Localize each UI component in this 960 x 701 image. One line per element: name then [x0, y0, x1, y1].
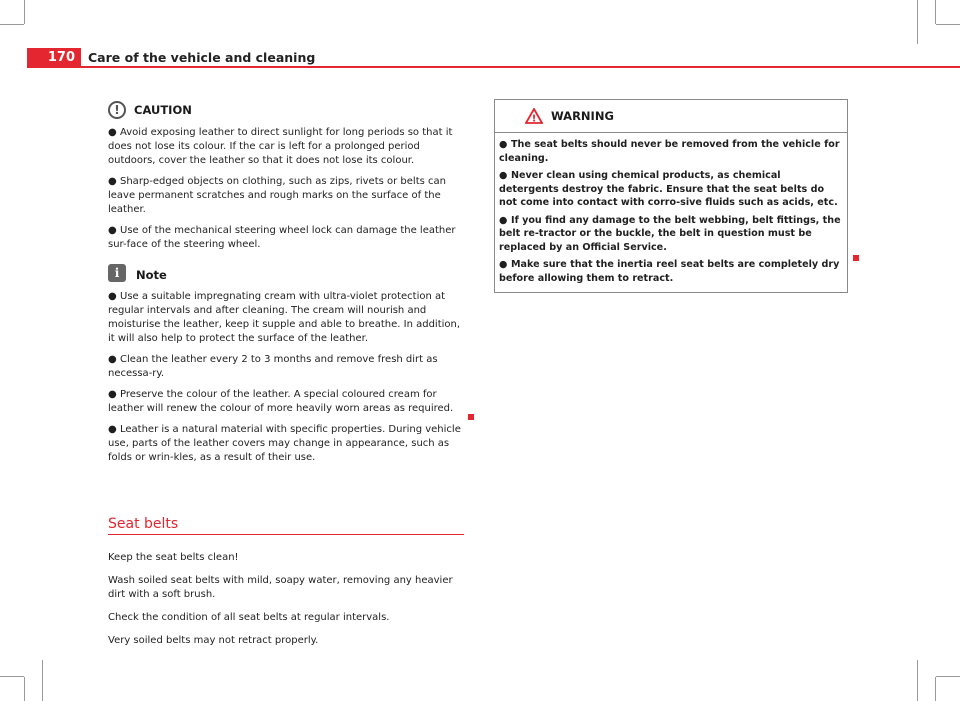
note-header [108, 266, 464, 284]
bullet-icon: ● [499, 170, 508, 181]
bullet-icon: ● [108, 424, 117, 435]
caution-header [108, 100, 464, 120]
crop-mark [936, 24, 960, 25]
crop-mark [0, 24, 24, 25]
warning-icon-glyph: ! [531, 113, 537, 124]
bullet-icon: ● [108, 291, 117, 302]
list-item: ● Avoid exposing leather to direct sunlight for long periods so that it does not lose its colour. If the car is left for a prolonged period outdoors, cover the leather so that it does not lose its colour. [108, 127, 453, 166]
bullet-icon: ● [108, 127, 117, 138]
list-item: ● The seat belts should never be removed from the vehicle for cleaning. [499, 139, 840, 164]
bullet-icon: ● [499, 139, 508, 150]
list-item: ● If you find any damage to the belt webbing, belt fittings, the belt re-tractor or the buckle, the belt in question must be replaced by an Official Service. [499, 214, 841, 253]
bullet-icon: ● [108, 389, 117, 400]
paragraph: Very soiled belts may not retract properly. [108, 635, 319, 646]
list-item: ● Never clean using chemical products, as chemical detergents destroy the fabric. Ensure that the seat belts do not come into contact with corro-sive fluids such as acids, etc. [499, 170, 838, 208]
info-icon: i [108, 264, 126, 282]
left-column [108, 100, 464, 655]
list-item: ● Clean the leather every 2 to 3 months and remove fresh dirt as necessa-ry. [108, 354, 438, 379]
warning-body [495, 133, 847, 292]
list-item: ● Sharp-edged objects on clothing, such as zips, rivets or belts can leave permanent scratches and rough marks on the surface of the leather. [108, 176, 446, 215]
page-number: 170 [27, 48, 81, 68]
list-item: ● Leather is a natural material with specific properties. During vehicle use, parts of the leather covers may change in appearance, such as folds or wrin-kles, as a result of their use. [108, 424, 461, 463]
header-rule [81, 66, 960, 68]
crop-mark [0, 676, 24, 677]
end-of-section-marker [853, 255, 859, 261]
warning-header [495, 100, 847, 133]
paragraph: Wash soiled seat belts with mild, soapy water, removing any heavier dirt with a soft brush. [108, 575, 453, 600]
bullet-icon: ● [108, 225, 117, 236]
warning-box [494, 99, 848, 293]
crop-mark [42, 660, 43, 701]
end-of-section-marker [468, 414, 474, 420]
bullet-icon: ● [108, 176, 117, 187]
list-item: ● Use a suitable impregnating cream with ultra-violet protection at regular intervals and after cleaning. The cream will nourish and moisturise the leather, keep it supple and able to breathe. In addition, it will also help to protect the surface of the leather. [108, 291, 461, 344]
crop-mark [936, 676, 960, 677]
warning-title: WARNING [551, 109, 614, 123]
crop-mark [24, 677, 25, 701]
list-item: ● Use of the mechanical steering wheel lock can damage the leather sur-face of the steering wheel. [108, 225, 456, 250]
crop-mark [917, 0, 918, 44]
bullet-icon: ● [499, 259, 508, 270]
warning-icon [525, 108, 543, 124]
list-item: ● Make sure that the inertia reel seat belts are completely dry before allowing them to retract. [499, 259, 840, 284]
bullet-icon: ● [108, 354, 117, 365]
caution-icon: ! [108, 101, 126, 119]
note-title: Note [136, 268, 167, 282]
right-column [494, 99, 848, 293]
section-title-seat-belts: Seat belts [108, 516, 464, 535]
header-title: Care of the vehicle and cleaning [88, 50, 316, 65]
crop-mark [917, 660, 918, 701]
bullet-icon: ● [499, 214, 508, 226]
crop-mark [935, 677, 936, 701]
crop-mark [935, 0, 936, 24]
paragraph: Check the condition of all seat belts at regular intervals. [108, 612, 390, 623]
caution-title: CAUTION [134, 103, 192, 117]
list-item: ● Preserve the colour of the leather. A special coloured cream for leather will renew the colour of more heavily worn areas as required. [108, 389, 454, 414]
paragraph: Keep the seat belts clean! [108, 552, 239, 563]
crop-mark [24, 0, 25, 24]
